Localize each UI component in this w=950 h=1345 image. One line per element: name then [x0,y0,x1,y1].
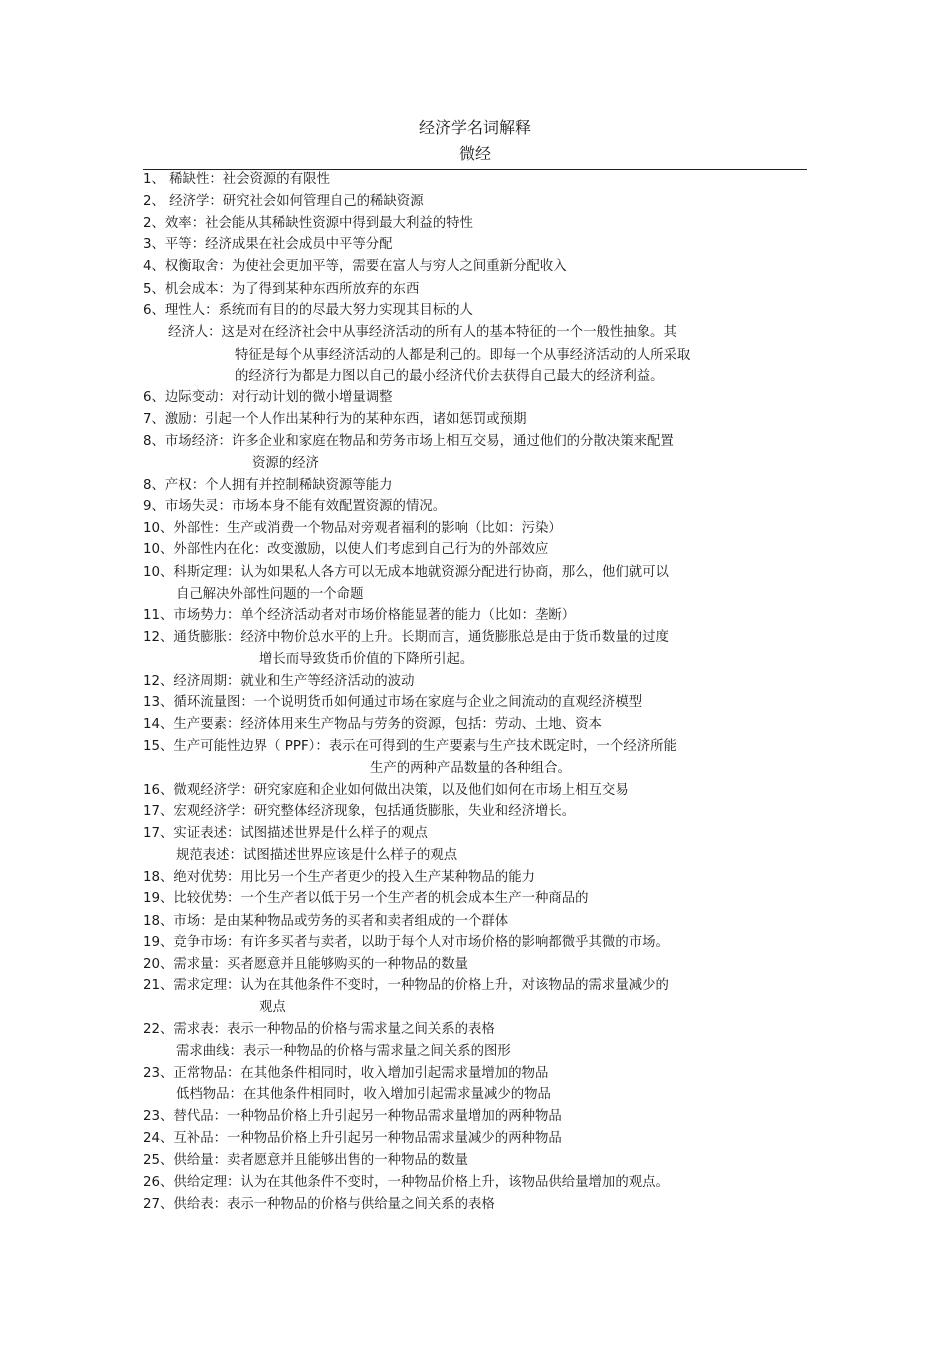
term-line: 20、需求量：买者愿意并且能够购买的一种物品的数量 [143,957,469,972]
term-line: 11、市场势力：单个经济活动者对市场价格能显著的能力（比如：垄断） [143,608,576,623]
term-line: 12、通货膨胀：经济中物价总水平的上升。长期而言，通货膨胀总是由于货币数量的过度 [143,630,669,645]
term-line: 18、绝对优势：用比另一个生产者更少的投入生产某种物品的能力 [143,870,535,885]
term-line: 10、外部性：生产或消费一个物品对旁观者福利的影响（比如：污染） [143,521,562,536]
term-line: 25、供给量：卖者愿意并且能够出售的一种物品的数量 [143,1153,469,1168]
term-line: 增长而导致货币价值的下降所引起。 [259,652,474,667]
term-line: 1、 稀缺性：社会资源的有限性 [143,172,330,187]
term-line: 27、供给表：表示一种物品的价格与供给量之间关系的表格 [143,1197,495,1212]
term-line: 2、 经济学：研究社会如何管理自己的稀缺资源 [143,194,424,209]
term-line: 需求曲线：表示一种物品的价格与需求量之间关系的图形 [176,1044,511,1059]
term-line: 的经济行为都是力图以自己的最小经济代价去获得自己最大的经济利益。 [235,369,664,384]
term-line: 26、供给定理：认为在其他条件不变时，一种物品价格上升，该物品供给量增加的观点。 [143,1175,669,1190]
term-line: 4、权衡取舍：为使社会更加平等，需要在富人与穷人之间重新分配收入 [143,259,567,274]
term-line: 观点 [259,1000,286,1015]
term-line: 13、循环流量图：一个说明货币如何通过市场在家庭与企业之间流动的直观经济模型 [143,695,643,710]
term-line: 6、边际变动：对行动计划的微小增量调整 [143,390,393,405]
term-line: 10、外部性内在化：改变激励，以使人们考虑到自己行为的外部效应 [143,542,549,557]
term-line: 自己解决外部性问题的一个命题 [176,587,364,602]
term-line: 2、效率：社会能从其稀缺性资源中得到最大利益的特性 [143,216,473,231]
term-line: 经济人：这是对在经济社会中从事经济活动的所有人的基本特征的一个一般性抽象。其 [168,325,677,340]
term-line: 18、市场：是由某种物品或劳务的买者和卖者组成的一个群体 [143,914,509,929]
term-line: 24、互补品：一种物品价格上升引起另一种物品需求量减少的两种物品 [143,1131,562,1146]
term-line: 19、竞争市场：有许多买者与卖者，以助于每个人对市场价格的影响都微乎其微的市场。 [143,935,669,950]
term-line: 5、机会成本：为了得到某种东西所放弃的东西 [143,282,420,297]
term-line: 特征是每个从事经济活动的人都是利己的。即每一个从事经济活动的人所采取 [235,348,691,363]
term-line: 10、科斯定理：认为如果私人各方可以无成本地就资源分配进行协商，那么，他们就可以 [143,565,669,580]
term-line: 17、宏观经济学：研究整体经济现象，包括通货膨胀，失业和经济增长。 [143,804,576,819]
term-line: 规范表述：试图描述世界应该是什么样子的观点 [176,848,458,863]
term-line: 8、市场经济：许多企业和家庭在物品和劳务市场上相互交易，通过他们的分散决策来配置 [143,434,674,449]
term-line: 22、需求表：表示一种物品的价格与需求量之间关系的表格 [143,1022,495,1037]
document-subtitle: 微经 [458,144,491,163]
term-line: 资源的经济 [252,456,319,471]
term-line: 23、替代品：一种物品价格上升引起另一种物品需求量增加的两种物品 [143,1109,562,1124]
term-line: 17、实证表述：试图描述世界是什么样子的观点 [143,826,428,841]
term-line: 12、经济周期：就业和生产等经济活动的波动 [143,674,415,689]
term-line: 21、需求定理：认为在其他条件不变时，一种物品的价格上升，对该物品的需求量减少的 [143,978,669,993]
term-line: 生产的两种产品数量的各种组合。 [370,761,571,776]
term-line: 3、平等：经济成果在社会成员中平等分配 [143,237,393,252]
term-line: 9、市场失灵：市场本身不能有效配置资源的情况。 [143,499,447,514]
term-line: 19、比较优势：一个生产者以低于另一个生产者的机会成本生产一种商品的 [143,891,589,906]
term-line: 16、微观经济学：研究家庭和企业如何做出决策，以及他们如何在市场上相互交易 [143,783,629,798]
term-line: 7、激励：引起一个人作出某种行为的某种东西，诸如惩罚或预期 [143,412,527,427]
term-line: 23、正常物品：在其他条件相同时，收入增加引起需求量增加的物品 [143,1066,549,1081]
term-line: 8、产权：个人拥有并控制稀缺资源等能力 [143,478,393,493]
term-line: 低档物品：在其他条件相同时，收入增加引起需求量减少的物品 [176,1087,551,1102]
term-line: 15、生产可能性边界（ PPF）：表示在可得到的生产要素与生产技术既定时，一个经济所能 [143,739,677,754]
document-title: 经济学名词解释 [418,118,531,137]
term-line: 6、理性人：系统而有目的的尽最大努力实现其目标的人 [143,303,473,318]
term-line: 14、生产要素：经济体用来生产物品与劳务的资源，包括：劳动、土地、资本 [143,717,602,732]
